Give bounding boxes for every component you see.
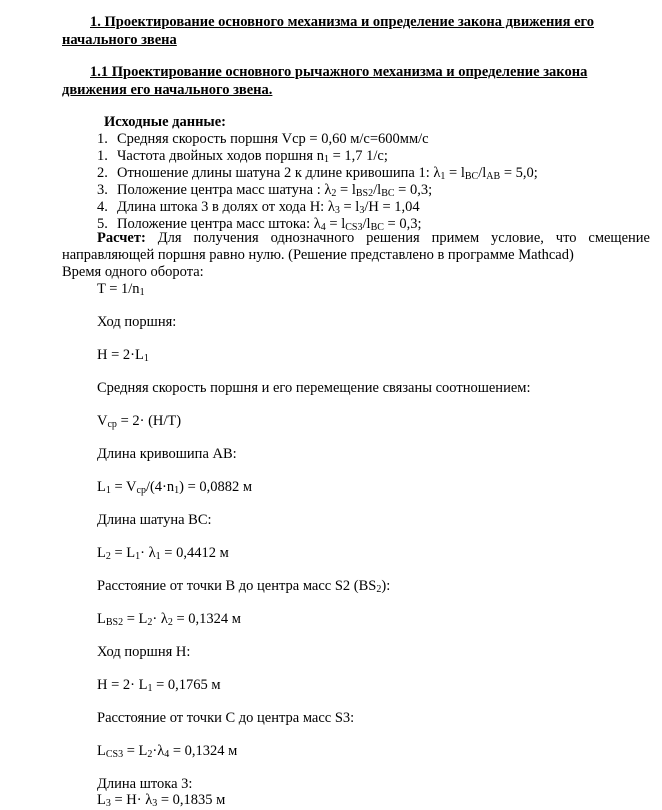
- subscript: BS2: [105, 617, 124, 628]
- subscript: 3: [334, 205, 340, 216]
- subscript: ср: [107, 419, 117, 430]
- text-segment: L: [97, 479, 106, 495]
- text-segment: T = 1/n: [97, 281, 140, 297]
- text-segment: · λ: [140, 545, 156, 561]
- subscript: 1: [174, 485, 180, 496]
- text-segment: = l: [445, 165, 465, 181]
- text-segment: Положение центра масс штока: λ: [117, 216, 321, 232]
- text-segment: = l: [325, 216, 346, 232]
- l3-formula: [97, 792, 225, 809]
- text-segment: V: [97, 413, 108, 429]
- speed-label: Средняя скорость поршня и его перемещение связаны соотношением:: [97, 380, 531, 396]
- subscript: 1: [440, 171, 446, 182]
- subscript: 3: [152, 798, 158, 809]
- text-segment: L: [97, 611, 106, 627]
- text-segment: = L: [123, 611, 148, 627]
- subscript: AB: [486, 171, 501, 182]
- subscript: 1: [147, 683, 153, 694]
- speed-formula: [97, 413, 181, 430]
- list-item: [97, 148, 388, 165]
- stroke-formula: [97, 347, 149, 364]
- calc-text: Для получения однозначного решения примем условие, что смещение направляющей поршня равно нулю. (Решение представлено в программе Mathcad): [62, 230, 650, 263]
- text-segment: = 1,7 1/с;: [328, 148, 388, 164]
- period-formula: [97, 281, 145, 298]
- text-segment: = L: [110, 545, 136, 561]
- text-segment: = V: [110, 479, 137, 495]
- text-segment: L: [97, 743, 106, 759]
- text-segment: Средняя скорость поршня Vcp = 0,60 м/с=600мм/с: [117, 131, 429, 147]
- text-segment: /H = 1,04: [364, 199, 420, 215]
- text-segment: L: [97, 792, 106, 808]
- bs2-formula: [97, 611, 241, 628]
- text-segment: /(4·n: [145, 479, 175, 495]
- subscript: 3: [359, 205, 365, 216]
- heading-2-line1: 1.1 Проектирование основного рычажного механизма и определение закона: [90, 64, 588, 80]
- text-segment: = 0,1324 м: [172, 611, 241, 627]
- text-segment: H = 2·L: [97, 347, 144, 363]
- text-segment: Частота двойных ходов поршня n: [117, 148, 324, 164]
- list-number: 4.: [97, 199, 108, 215]
- text-segment: = 0,1835 м: [157, 792, 226, 808]
- subscript: 2: [376, 584, 382, 595]
- calc-label: Расчет:: [97, 230, 146, 246]
- strokeH-formula: [97, 677, 221, 694]
- subscript: BS2: [355, 188, 374, 199]
- text-segment: = 0,4412 м: [160, 545, 229, 561]
- text-segment: /l: [478, 165, 487, 181]
- list-item: [97, 131, 429, 148]
- stroke-label: Ход поршня:: [97, 314, 177, 330]
- text-segment: = H· λ: [110, 792, 153, 808]
- subscript: BC: [464, 171, 479, 182]
- text-segment: Отношение длины шатуна 2 к длине кривошипа 1: λ: [117, 165, 441, 181]
- list-number: 3.: [97, 182, 108, 198]
- text-segment: = 0,3;: [394, 182, 433, 198]
- crank-formula: [97, 479, 252, 496]
- heading-1-line1: 1. Проектирование основного механизма и определение закона движения его: [90, 14, 595, 30]
- subscript: 2: [105, 551, 111, 562]
- text-segment: = 5,0;: [500, 165, 538, 181]
- text-segment: /l: [362, 216, 371, 232]
- heading-1-line2: начального звена: [62, 32, 177, 48]
- subscript: 4: [164, 749, 170, 760]
- l3-label: Длина штока 3:: [97, 776, 193, 792]
- subscript: ср: [136, 485, 146, 496]
- text-segment: = l: [339, 199, 360, 215]
- text-segment: Длина штока 3 в долях от хода H: λ: [117, 199, 335, 215]
- text-segment: = 0,1765 м: [152, 677, 221, 693]
- subscript: 4: [320, 222, 326, 233]
- list-number: 5.: [97, 216, 108, 232]
- list-number: 2.: [97, 165, 108, 181]
- text-segment: = 0,3;: [383, 216, 422, 232]
- text-segment: /l: [373, 182, 382, 198]
- calc-paragraph: [62, 230, 650, 264]
- initial-data-title: Исходные данные:: [104, 114, 227, 130]
- text-segment: = l: [336, 182, 356, 198]
- crank-label: Длина кривошипа AB:: [97, 446, 237, 462]
- subscript: 1: [105, 485, 111, 496]
- text-segment: L: [97, 545, 106, 561]
- list-number: 1.: [97, 131, 108, 147]
- subscript: 3: [105, 798, 111, 809]
- subscript: BC: [381, 188, 395, 199]
- text-segment: · λ: [152, 611, 168, 627]
- subscript: BC: [370, 222, 384, 233]
- subscript: 1: [143, 353, 149, 364]
- text-segment: Расстояние от точки В до центра масс S2 (BS: [97, 578, 377, 594]
- subscript: 2: [147, 617, 153, 628]
- subscript: 1: [135, 551, 141, 562]
- subscript: 1: [139, 287, 145, 298]
- cs3-label: Расстояние от точки С до центра масс S3:: [97, 710, 355, 726]
- text-segment: = L: [123, 743, 148, 759]
- bs2-label: [97, 578, 390, 595]
- text-segment: Положение центра масс шатуна : λ: [117, 182, 332, 198]
- heading-2-line2: движения его начального звена.: [62, 82, 273, 98]
- period-label: Время одного оборота:: [62, 264, 204, 280]
- list-number: 1.: [97, 148, 108, 164]
- list-item: [97, 182, 432, 199]
- subscript: CS3: [345, 222, 363, 233]
- subscript: 1: [155, 551, 161, 562]
- text-segment: H = 2· L: [97, 677, 148, 693]
- text-segment: = 0,1324 м: [169, 743, 238, 759]
- subscript: 2: [167, 617, 173, 628]
- subscript: 1: [323, 154, 329, 165]
- subscript: 2: [331, 188, 337, 199]
- list-item: [97, 165, 538, 182]
- text-segment: = 2· (H/T): [116, 413, 182, 429]
- text-segment: ) = 0,0882 м: [179, 479, 253, 495]
- text-segment: ):: [381, 578, 391, 594]
- cs3-formula: [97, 743, 237, 760]
- subscript: CS3: [105, 749, 124, 760]
- rod-label: Длина шатуна BC:: [97, 512, 212, 528]
- rod-formula: [97, 545, 229, 562]
- list-item: [97, 199, 420, 216]
- text-segment: ·λ: [152, 743, 165, 759]
- strokeH-label: Ход поршня H:: [97, 644, 191, 660]
- subscript: 2: [147, 749, 153, 760]
